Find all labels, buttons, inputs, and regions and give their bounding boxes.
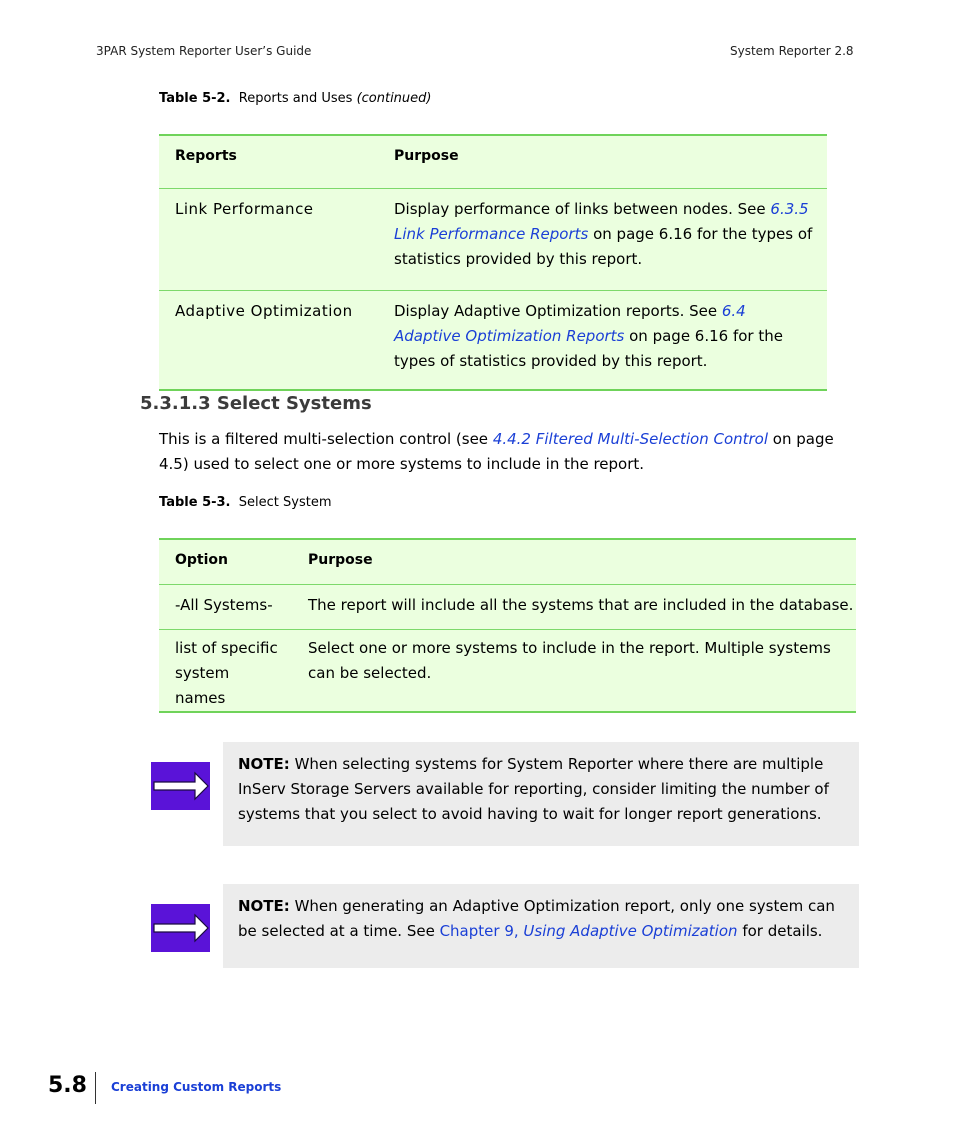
arrow-right-icon <box>151 762 210 810</box>
table-number: Table 5-3. <box>159 495 231 510</box>
option-name: -All Systems- <box>159 585 292 630</box>
option-name: list of specific system names <box>159 630 292 713</box>
report-purpose: Display Adaptive Optimization reports. See 6.4 Adaptive Optimization Reports on page 6.16 for the types of statistics provided by this report. <box>378 291 827 391</box>
running-header-right: System Reporter 2.8 <box>730 44 854 58</box>
table-caption-suffix: (continued) <box>356 91 432 106</box>
note-arrow-icon <box>151 762 210 810</box>
arrow-right-icon <box>151 904 210 952</box>
column-header-reports: Reports <box>159 135 378 189</box>
chapter-link[interactable]: Chapter 9, <box>439 922 524 940</box>
column-header-purpose: Purpose <box>292 539 856 585</box>
cross-reference-link[interactable]: 6.4 Adaptive Optimization Reports <box>394 302 746 345</box>
table-title: Reports and Uses <box>238 91 353 106</box>
report-purpose: Display performance of links between nodes. See 6.3.5 Link Performance Reports on page 6.16 for the types of statistics provided by this report. <box>378 189 827 291</box>
footer-divider <box>95 1072 96 1104</box>
note-box <box>223 742 859 846</box>
table-row <box>159 630 856 713</box>
page-number: 5.8 <box>48 1073 87 1098</box>
option-purpose: Select one or more systems to include in the report. Multiple systems can be selected. <box>292 630 856 713</box>
chapter-title-link[interactable]: Using Adaptive Optimization <box>523 922 738 940</box>
table-number: Table 5-2. <box>159 91 231 106</box>
table-header-row <box>159 539 856 585</box>
option-purpose: The report will include all the systems that are included in the database. <box>292 585 856 630</box>
report-name: Link Performance <box>159 189 378 291</box>
section-heading: 5.3.1.3 Select Systems <box>140 393 372 414</box>
footer-chapter-link[interactable]: Creating Custom Reports <box>111 1080 282 1094</box>
table-title: Select System <box>238 495 332 510</box>
column-header-purpose: Purpose <box>378 135 827 189</box>
table-caption <box>159 495 331 510</box>
note-box: NOTE: When generating an Adaptive Optimization report, only one system can be selected at a time. See Chapter 9, Using Adaptive Optimization for details. <box>223 884 859 968</box>
section-paragraph: This is a filtered multi-selection control (see 4.4.2 Filtered Multi-Selection Control on page 4.5) used to select one or more systems to include in the report. <box>159 430 834 473</box>
table-row <box>159 585 856 630</box>
note-label: NOTE: <box>238 897 290 915</box>
running-header-left: 3PAR System Reporter User’s Guide <box>96 44 312 58</box>
note-text: When selecting systems for System Reporter where there are multiple InServ Storage Servers available for reporting, consider limiting the number of systems that you select to avoid having to wait for longer report generations. <box>238 755 829 823</box>
table-caption <box>159 91 431 106</box>
table-row <box>159 189 827 291</box>
note-arrow-icon <box>151 904 210 952</box>
reports-table <box>159 134 827 391</box>
note-label: NOTE: <box>238 755 290 773</box>
cross-reference-link[interactable]: 4.4.2 Filtered Multi-Selection Control <box>492 430 769 448</box>
report-name: Adaptive Optimization <box>159 291 378 391</box>
select-system-table <box>159 538 856 713</box>
cross-reference-link[interactable]: 6.3.5 Link Performance Reports <box>394 200 809 243</box>
table-row <box>159 291 827 391</box>
column-header-option: Option <box>159 539 292 585</box>
table-header-row <box>159 135 827 189</box>
